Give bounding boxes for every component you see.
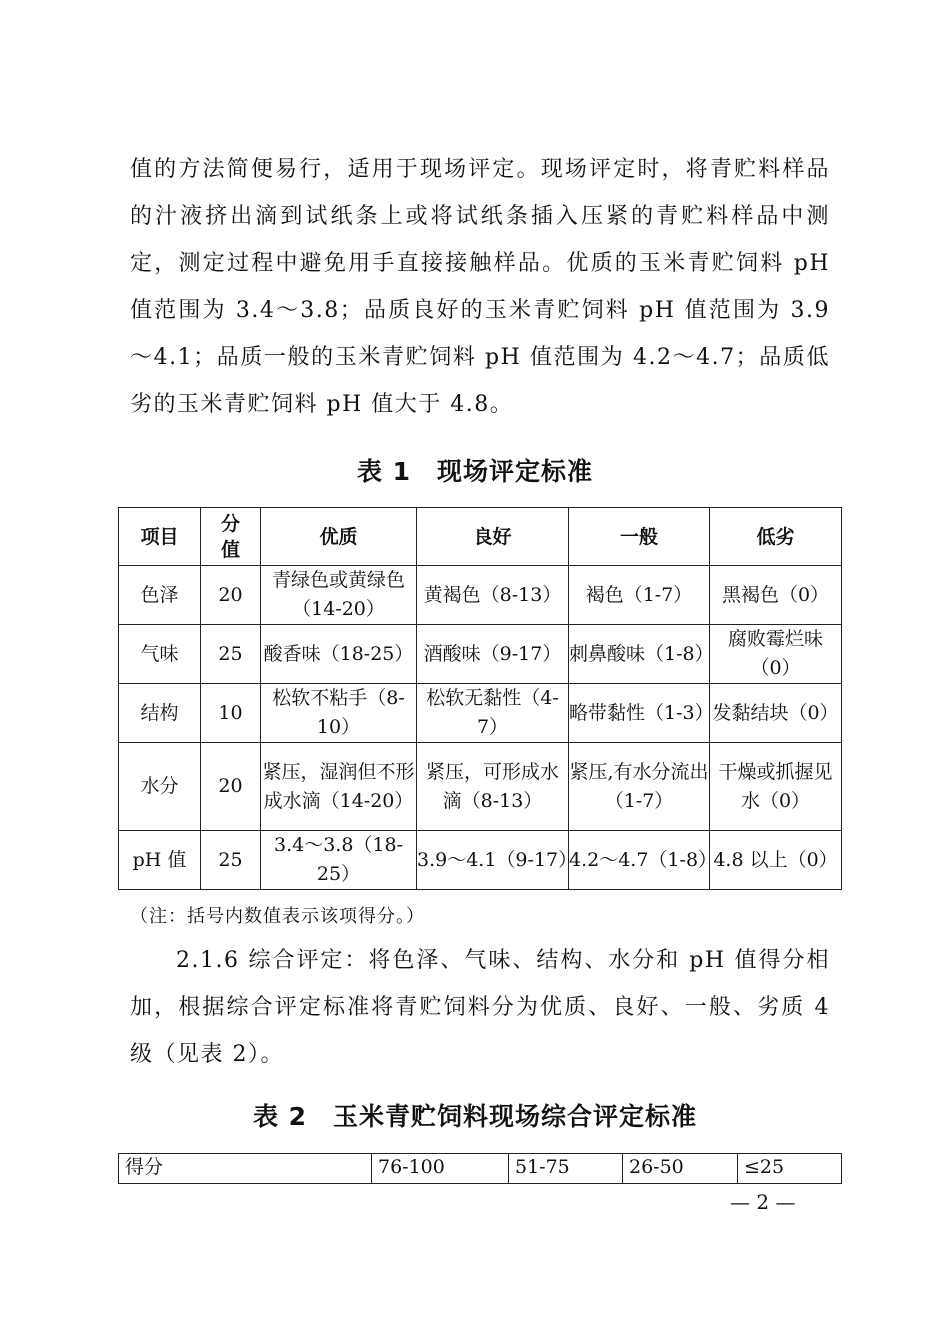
cell-excellent: 酸香味（18-25）	[261, 625, 417, 684]
table-row	[119, 743, 842, 831]
table-row	[119, 1154, 842, 1184]
cell-poor: 干燥或抓握见水（0）	[710, 743, 842, 831]
page-number: — 2 —	[730, 1190, 796, 1214]
cell-poor: 4.8 以上（0）	[710, 831, 842, 890]
table1-field-evaluation	[118, 507, 842, 890]
cell-poor: 发黏结块（0）	[710, 684, 842, 743]
table-row	[119, 831, 842, 890]
table2-caption: 表 2 玉米青贮饲料现场综合评定标准	[252, 1102, 698, 1131]
cell-poor: 腐败霉烂味（0）	[710, 625, 842, 684]
cell-good: 黄褐色（8-13）	[417, 566, 569, 625]
cell-excellent: 3.4～3.8（18-25）	[261, 831, 417, 890]
paragraph-ph-method: 值的方法简便易行，适用于现场评定。现场评定时，将青贮料样品的汁液挤出滴到试纸条上或将试纸条插入压紧的青贮料样品中测定，测定过程中避免用手直接接触样品。优质的玉米青贮饲料 pH 值范围为 3.4～3.8；品质良好的玉米青贮饲料 pH 值范围为 3.9～4.1；品质一般的玉米青贮饲料 pH 值范围为 4.2～4.7；品质低劣的玉米青贮饲料 pH 值大于 4.8。	[130, 157, 830, 417]
row-score: 25	[201, 625, 261, 684]
table2-comprehensive-standard	[118, 1153, 842, 1184]
cell-range: ≤25	[738, 1154, 842, 1184]
cell-excellent: 松软不粘手（8-10）	[261, 684, 417, 743]
cell-good: 紧压，可形成水滴（8-13）	[417, 743, 569, 831]
row-item: 水分	[119, 743, 201, 831]
cell-range: 76-100	[372, 1154, 509, 1184]
cell-good: 松软无黏性（4-7）	[417, 684, 569, 743]
row-item: 结构	[119, 684, 201, 743]
header-poor: 低劣	[710, 508, 842, 566]
paragraph-comprehensive-evaluation: 2.1.6 综合评定：将色泽、气味、结构、水分和 pH 值得分相加，根据综合评定标准将青贮饲料分为优质、良好、一般、劣质 4 级（见表 2）。	[130, 948, 830, 1067]
header-item: 项目	[119, 508, 201, 566]
row-item: pH 值	[119, 831, 201, 890]
cell-range: 51-75	[509, 1154, 623, 1184]
cell-average: 略带黏性（1-3）	[569, 684, 710, 743]
cell-average: 褐色（1-7）	[569, 566, 710, 625]
header-score: 分值	[201, 508, 261, 566]
row-score: 20	[201, 566, 261, 625]
cell-poor: 黑褐色（0）	[710, 566, 842, 625]
cell-average: 刺鼻酸味（1-8）	[569, 625, 710, 684]
cell-excellent: 青绿色或黄绿色（14-20）	[261, 566, 417, 625]
table1-caption: 表 1 现场评定标准	[356, 457, 594, 486]
header-good: 良好	[417, 508, 569, 566]
table-row	[119, 625, 842, 684]
cell-excellent: 紧压，湿润但不形成水滴（14-20）	[261, 743, 417, 831]
header-average: 一般	[569, 508, 710, 566]
cell-average: 4.2～4.7（1-8）	[569, 831, 710, 890]
cell-good: 酒酸味（9-17）	[417, 625, 569, 684]
row-score: 20	[201, 743, 261, 831]
table1-header-row	[119, 508, 842, 566]
table1-note: （注：括号内数值表示该项得分。）	[130, 906, 425, 927]
row-score: 25	[201, 831, 261, 890]
cell-good: 3.9～4.1（9-17）	[417, 831, 569, 890]
cell-average: 紧压,有水分流出（1-7）	[569, 743, 710, 831]
row-item: 气味	[119, 625, 201, 684]
table-row	[119, 566, 842, 625]
cell-label: 得分	[119, 1154, 372, 1184]
row-score: 10	[201, 684, 261, 743]
row-item: 色泽	[119, 566, 201, 625]
table-row	[119, 684, 842, 743]
cell-range: 26-50	[623, 1154, 738, 1184]
header-excellent: 优质	[261, 508, 417, 566]
